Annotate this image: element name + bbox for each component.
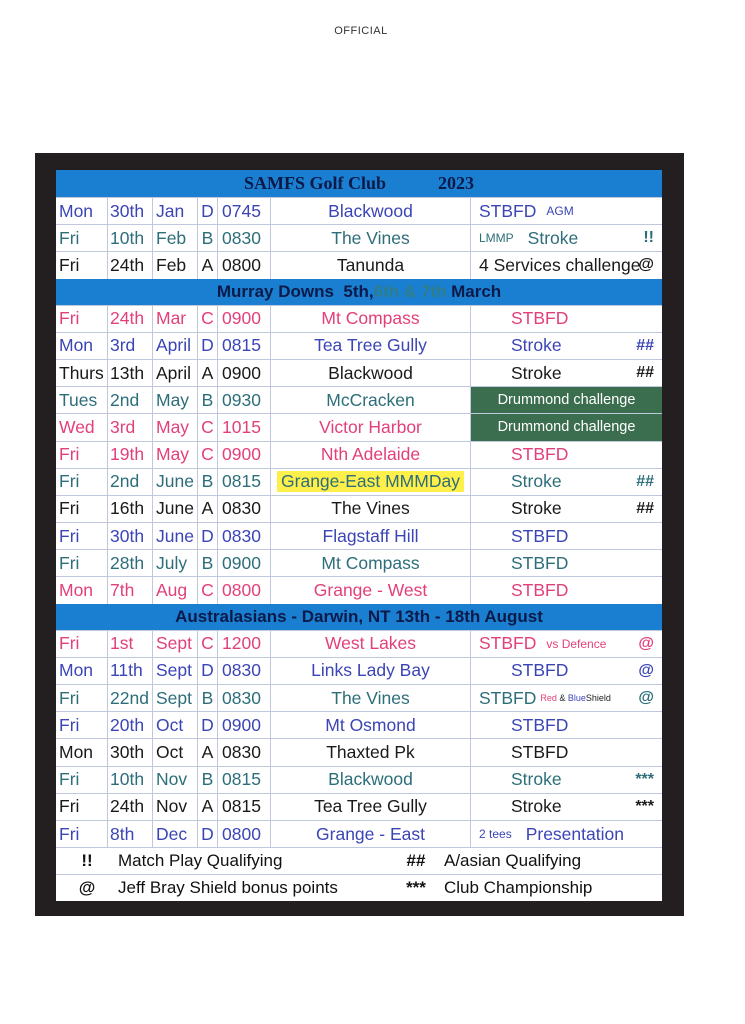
venue-cell xyxy=(271,550,471,576)
venue-cell xyxy=(271,225,471,251)
time-cell: 0800 xyxy=(218,821,271,847)
venue-name: Mt Osmond xyxy=(325,714,416,735)
challenge-badge: Drummond challenge xyxy=(471,387,662,413)
date-cell: 24th xyxy=(108,306,153,332)
schedule-row xyxy=(56,549,662,576)
venue-cell xyxy=(271,794,471,820)
official-label: OFFICIAL xyxy=(334,25,388,37)
qualifying-marker: ## xyxy=(636,364,654,382)
day-cell: Mon xyxy=(56,198,108,224)
time-cell: 1015 xyxy=(218,414,271,440)
date-cell: 16th xyxy=(108,496,153,522)
event-type: Stroke xyxy=(511,471,562,492)
day-cell: Wed xyxy=(56,414,108,440)
event-cell xyxy=(471,252,662,278)
date-cell: 10th xyxy=(108,225,153,251)
event-type: STBFD xyxy=(511,580,569,601)
month-cell: Feb xyxy=(153,225,198,251)
qualifying-marker: ## xyxy=(636,472,654,490)
event-type: STBFD xyxy=(511,444,569,465)
note-blue: Blue xyxy=(567,693,586,704)
time-cell: 0930 xyxy=(218,387,271,413)
month-cell: Sept xyxy=(153,658,198,684)
date-cell: 8th xyxy=(108,821,153,847)
event-cell xyxy=(471,658,662,684)
month-cell: Sept xyxy=(153,685,198,711)
schedule-row xyxy=(56,766,662,793)
venue-cell xyxy=(271,442,471,468)
venue-name: Grange - East xyxy=(316,823,425,844)
time-cell: 1200 xyxy=(218,631,271,657)
month-cell: Aug xyxy=(153,577,198,603)
venue-cell xyxy=(271,252,471,278)
note-end: Shield xyxy=(585,693,611,704)
time-cell: 0815 xyxy=(218,333,271,359)
day-cell: Mon xyxy=(56,333,108,359)
schedule-row xyxy=(56,684,662,711)
group-cell: A xyxy=(198,794,218,820)
event-cell xyxy=(471,685,662,711)
event-cell xyxy=(471,767,662,793)
venue-cell xyxy=(271,631,471,657)
event-type: 4 Services challenge xyxy=(479,254,641,275)
event-cell xyxy=(471,387,662,413)
time-cell: 0830 xyxy=(218,658,271,684)
event-cell xyxy=(471,821,662,847)
group-cell: B xyxy=(198,685,218,711)
event-note: vs Defence xyxy=(546,636,607,651)
date-cell: 2nd xyxy=(108,469,153,495)
venue-cell xyxy=(271,712,471,738)
golf-schedule xyxy=(56,170,662,901)
event-type: Stroke xyxy=(527,227,579,248)
schedule-row xyxy=(56,305,662,332)
group-cell: D xyxy=(198,523,218,549)
schedule-row xyxy=(56,576,662,603)
venue-cell xyxy=(271,387,471,413)
schedule-row xyxy=(56,468,662,495)
date-cell: 28th xyxy=(108,550,153,576)
time-cell: 0830 xyxy=(218,523,271,549)
venue-cell xyxy=(271,414,471,440)
venue-name: Tanunda xyxy=(336,254,405,275)
month-cell: June xyxy=(153,523,198,549)
time-cell: 0830 xyxy=(218,739,271,765)
date-cell: 2nd xyxy=(108,387,153,413)
event-cell xyxy=(471,550,662,576)
day-cell: Mon xyxy=(56,739,108,765)
event-cell xyxy=(471,712,662,738)
schedule-row xyxy=(56,820,662,847)
group-cell: B xyxy=(198,387,218,413)
schedule-row xyxy=(56,224,662,251)
time-cell: 0900 xyxy=(218,442,271,468)
venue-name: The Vines xyxy=(331,227,410,248)
event-type: STBFD xyxy=(511,714,569,735)
date-cell: 22nd xyxy=(108,685,153,711)
day-cell: Fri xyxy=(56,442,108,468)
month-cell: June xyxy=(153,496,198,522)
qualifying-marker: @ xyxy=(638,689,654,707)
month-cell: April xyxy=(153,360,198,386)
venue-cell xyxy=(271,306,471,332)
venue-name: The Vines xyxy=(331,687,410,708)
day-cell: Fri xyxy=(56,225,108,251)
event-type: Stroke xyxy=(511,796,562,817)
qualifying-marker: ## xyxy=(636,499,654,517)
group-cell: D xyxy=(198,658,218,684)
venue-name: Links Lady Bay xyxy=(311,660,430,681)
date-cell: 30th xyxy=(108,739,153,765)
day-cell: Fri xyxy=(56,821,108,847)
group-cell: D xyxy=(198,821,218,847)
event-type: Presentation xyxy=(525,823,624,844)
day-cell: Mon xyxy=(56,577,108,603)
schedule-row xyxy=(56,738,662,765)
schedule-row xyxy=(56,441,662,468)
venue-name: Blackwood xyxy=(328,362,413,383)
date-cell: 11th xyxy=(108,658,153,684)
qualifying-marker: *** xyxy=(635,770,654,788)
venue-name: The Vines xyxy=(331,498,410,519)
event-type: Stroke xyxy=(511,362,562,383)
event-cell xyxy=(471,631,662,657)
venue-cell xyxy=(271,658,471,684)
venue-name: West Lakes xyxy=(324,633,417,654)
schedule-row xyxy=(56,711,662,738)
month-cell: Oct xyxy=(153,712,198,738)
event-cell xyxy=(471,360,662,386)
venue-cell xyxy=(271,198,471,224)
schedule-row xyxy=(56,251,662,278)
month-cell: Nov xyxy=(153,767,198,793)
venue-name: McCracken xyxy=(326,389,415,410)
event-prefix: 2 tees xyxy=(479,827,512,842)
group-cell: C xyxy=(198,306,218,332)
group-cell: B xyxy=(198,225,218,251)
group-cell: A xyxy=(198,360,218,386)
event-type: STBFD xyxy=(479,687,537,708)
venue-cell xyxy=(271,333,471,359)
venue-name: Thaxted Pk xyxy=(326,741,415,762)
venue-name: Mt Compass xyxy=(321,308,420,329)
venue-cell xyxy=(271,523,471,549)
venue-cell xyxy=(271,739,471,765)
season-year: 2023 xyxy=(438,173,475,193)
venue-cell xyxy=(271,469,471,495)
time-cell: 0815 xyxy=(218,794,271,820)
month-cell: Jan xyxy=(153,198,198,224)
schedule-row xyxy=(56,413,662,440)
event-cell xyxy=(471,739,662,765)
group-cell: B xyxy=(198,550,218,576)
schedule-row xyxy=(56,495,662,522)
group-cell: D xyxy=(198,712,218,738)
qualifying-marker: *** xyxy=(635,797,654,815)
group-cell: B xyxy=(198,767,218,793)
day-cell: Fri xyxy=(56,794,108,820)
month-cell: Sept xyxy=(153,631,198,657)
group-cell: B xyxy=(198,469,218,495)
event-type: STBFD xyxy=(511,552,569,573)
group-cell: C xyxy=(198,631,218,657)
event-cell xyxy=(471,794,662,820)
month-cell: Nov xyxy=(153,794,198,820)
event-type: Stroke xyxy=(511,769,562,790)
day-cell: Thurs xyxy=(56,360,108,386)
event-cell xyxy=(471,442,662,468)
time-cell: 0830 xyxy=(218,225,271,251)
event-type: Stroke xyxy=(511,498,562,519)
group-cell: C xyxy=(198,577,218,603)
month-cell: Mar xyxy=(153,306,198,332)
qualifying-marker: @ xyxy=(638,256,654,274)
challenge-badge: Drummond challenge xyxy=(471,414,662,440)
month-cell: Oct xyxy=(153,739,198,765)
schedule-row xyxy=(56,793,662,820)
event-cell xyxy=(471,333,662,359)
qualifying-marker: !! xyxy=(643,229,654,247)
event-cell xyxy=(471,469,662,495)
event-cell xyxy=(471,306,662,332)
event-type: STBFD xyxy=(511,525,569,546)
group-cell: D xyxy=(198,333,218,359)
date-cell: 3rd xyxy=(108,333,153,359)
event-prefix: LMMP xyxy=(479,231,514,246)
day-cell: Fri xyxy=(56,523,108,549)
venue-cell xyxy=(271,767,471,793)
venue-name: Nth Adelaide xyxy=(320,444,421,465)
venue-name: Flagstaff Hill xyxy=(322,525,419,546)
note-joiner: & xyxy=(556,693,568,704)
group-cell: C xyxy=(198,442,218,468)
time-cell: 0900 xyxy=(218,306,271,332)
month-cell: Feb xyxy=(153,252,198,278)
month-cell: July xyxy=(153,550,198,576)
date-cell: 24th xyxy=(108,252,153,278)
venue-name: Blackwood xyxy=(328,200,413,221)
legend-row-2: @ Jeff Bray Shield bonus points *** Club Championship xyxy=(56,874,662,901)
schedule-row xyxy=(56,359,662,386)
venue-name: Tea Tree Gully xyxy=(314,796,427,817)
date-cell: 24th xyxy=(108,794,153,820)
venue-name: Victor Harbor xyxy=(319,416,422,437)
qualifying-marker: @ xyxy=(638,661,654,679)
club-name: SAMFS Golf Club xyxy=(243,173,387,193)
day-cell: Fri xyxy=(56,685,108,711)
group-cell: A xyxy=(198,496,218,522)
date-cell: 20th xyxy=(108,712,153,738)
venue-name: Grange-East MMMDay xyxy=(277,471,464,492)
event-note: AGM xyxy=(546,204,574,219)
date-cell: 1st xyxy=(108,631,153,657)
venue-name: Tea Tree Gully xyxy=(314,335,427,356)
group-cell: D xyxy=(198,198,218,224)
time-cell: 0800 xyxy=(218,577,271,603)
venue-cell xyxy=(271,360,471,386)
event-type: STBFD xyxy=(479,200,537,221)
group-cell: A xyxy=(198,739,218,765)
time-cell: 0900 xyxy=(218,360,271,386)
date-cell: 30th xyxy=(108,198,153,224)
month-cell: May xyxy=(153,414,198,440)
date-cell: 19th xyxy=(108,442,153,468)
event-cell xyxy=(471,496,662,522)
event-cell xyxy=(471,577,662,603)
schedule-row xyxy=(56,386,662,413)
event-type: STBFD xyxy=(511,741,569,762)
note-red: Red xyxy=(540,693,557,704)
time-cell: 0900 xyxy=(218,712,271,738)
time-cell: 0815 xyxy=(218,767,271,793)
schedule-row xyxy=(56,522,662,549)
time-cell: 0745 xyxy=(218,198,271,224)
event-cell xyxy=(471,414,662,440)
month-cell: April xyxy=(153,333,198,359)
time-cell: 0815 xyxy=(218,469,271,495)
venue-cell xyxy=(271,821,471,847)
day-cell: Fri xyxy=(56,306,108,332)
event-type: STBFD xyxy=(511,660,569,681)
time-cell: 0800 xyxy=(218,252,271,278)
title-banner xyxy=(56,170,662,197)
day-cell: Fri xyxy=(56,712,108,738)
day-cell: Fri xyxy=(56,631,108,657)
day-cell: Fri xyxy=(56,767,108,793)
event-type: Stroke xyxy=(511,335,562,356)
time-cell: 0830 xyxy=(218,685,271,711)
venue-cell xyxy=(271,577,471,603)
qualifying-marker: ## xyxy=(636,336,654,354)
group-cell: A xyxy=(198,252,218,278)
event-cell xyxy=(471,523,662,549)
day-cell: Tues xyxy=(56,387,108,413)
date-cell: 30th xyxy=(108,523,153,549)
day-cell: Fri xyxy=(56,469,108,495)
month-cell: May xyxy=(153,442,198,468)
qualifying-marker: @ xyxy=(638,634,654,652)
date-cell: 13th xyxy=(108,360,153,386)
event-cell xyxy=(471,225,662,251)
schedule-row xyxy=(56,630,662,657)
day-cell: Fri xyxy=(56,550,108,576)
schedule-row xyxy=(56,197,662,224)
australasians-band: Australasians - Darwin, NT 13th - 18th August xyxy=(56,604,662,630)
venue-cell xyxy=(271,685,471,711)
venue-cell xyxy=(271,496,471,522)
time-cell: 0900 xyxy=(218,550,271,576)
date-cell: 10th xyxy=(108,767,153,793)
venue-name: Blackwood xyxy=(328,769,413,790)
schedule-row xyxy=(56,332,662,359)
venue-name: Mt Compass xyxy=(321,552,420,573)
date-cell: 3rd xyxy=(108,414,153,440)
legend-row-1: !! Match Play Qualifying ## A/asian Qualifying xyxy=(56,847,662,874)
time-cell: 0830 xyxy=(218,496,271,522)
schedule-row xyxy=(56,657,662,684)
month-cell: Dec xyxy=(153,821,198,847)
venue-name: Grange - West xyxy=(313,580,428,601)
month-cell: June xyxy=(153,469,198,495)
date-cell: 7th xyxy=(108,577,153,603)
event-type: STBFD xyxy=(479,633,537,654)
event-cell xyxy=(471,198,662,224)
group-cell: C xyxy=(198,414,218,440)
day-cell: Fri xyxy=(56,496,108,522)
day-cell: Mon xyxy=(56,658,108,684)
event-type: STBFD xyxy=(511,308,569,329)
day-cell: Fri xyxy=(56,252,108,278)
murray-downs-band: Murray Downs 5th, 6th & 7th March xyxy=(56,279,662,305)
month-cell: May xyxy=(153,387,198,413)
